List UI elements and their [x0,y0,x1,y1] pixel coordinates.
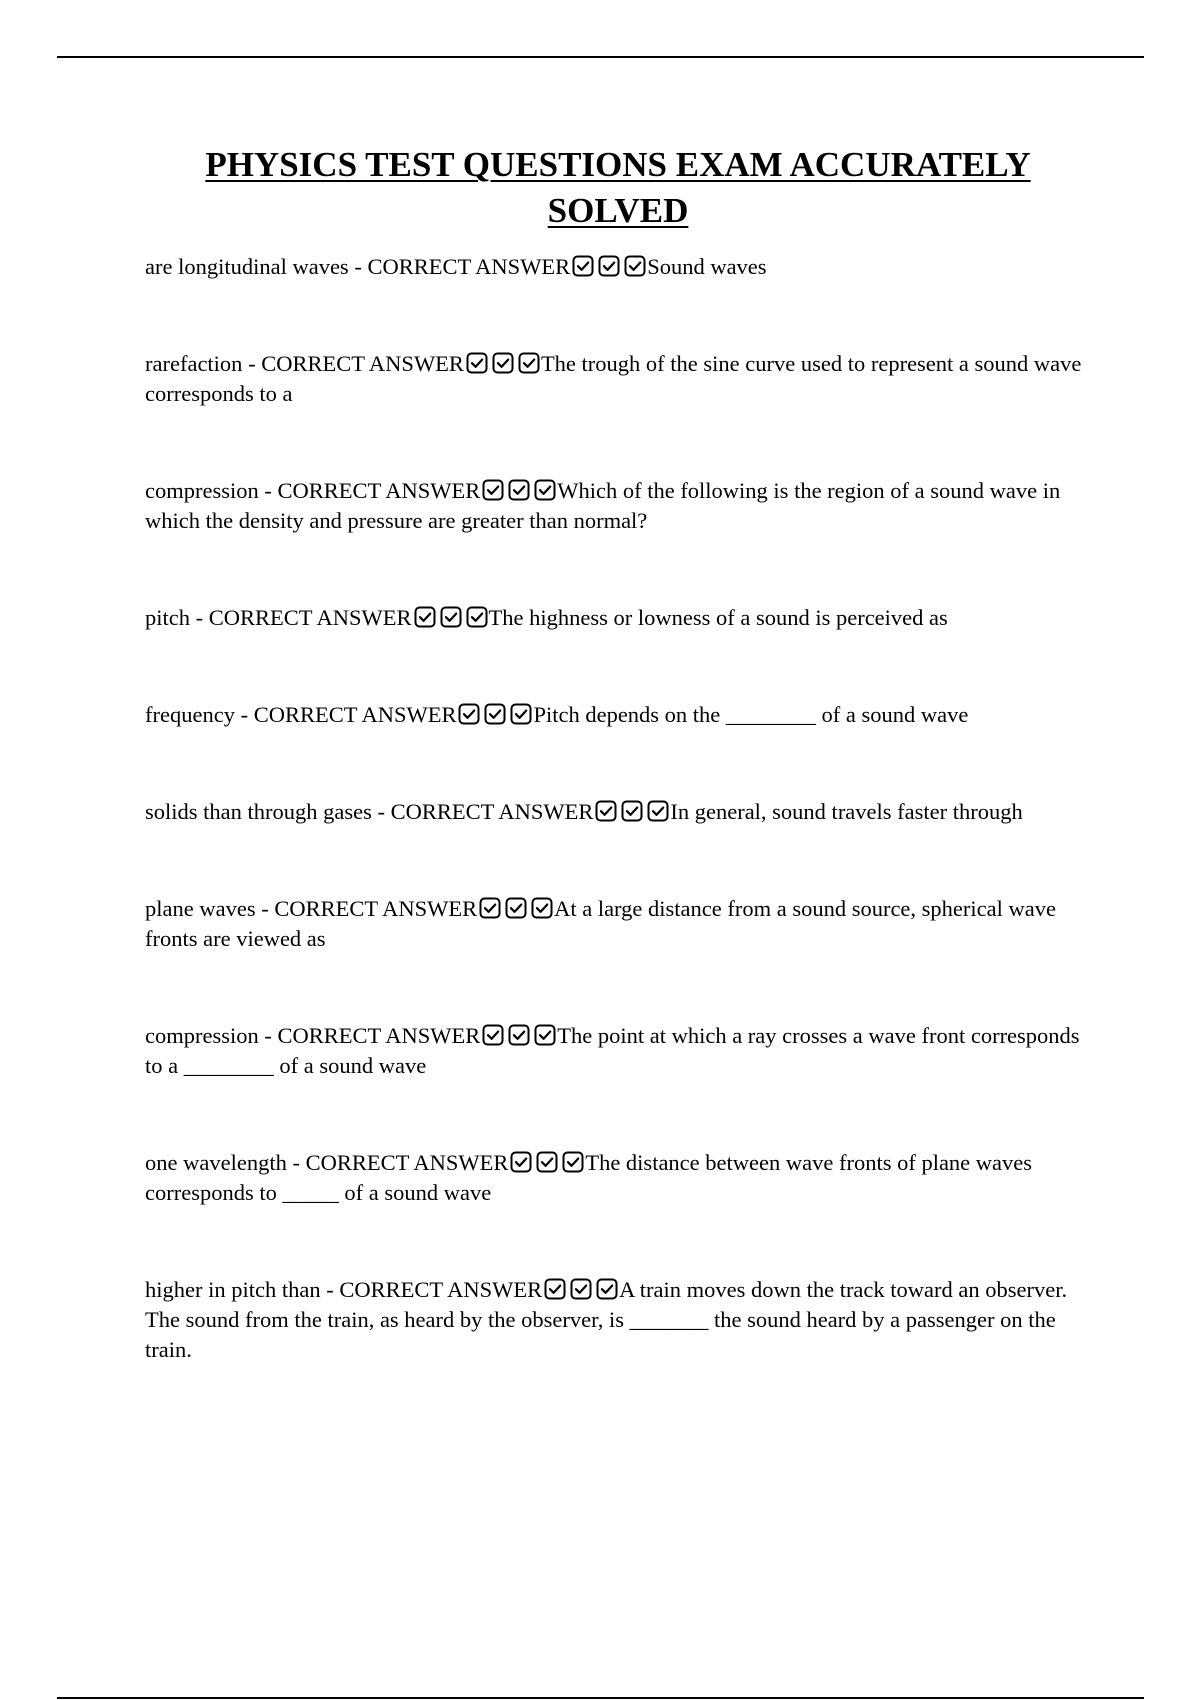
checkbox-checked-icon [595,800,617,822]
answer-text: are longitudinal waves [145,254,349,279]
check-marks [414,606,488,628]
checkbox-checked-icon [440,606,462,628]
checkbox-checked-icon [534,479,556,501]
answer-text: plane waves [145,896,256,921]
qa-item: compression - CORRECT ANSWER Which of the following is the region of a sound wave in which the density and pressure are greater than normal? [145,478,1061,533]
qa-list [145,252,1095,1432]
question-text: In general, sound travels faster through [670,799,1023,824]
check-marks [482,1024,556,1046]
answer-text: higher in pitch than [145,1277,321,1302]
checkbox-checked-icon [508,1024,530,1046]
checkbox-checked-icon [484,703,506,725]
question-text: At a large distance from a sound source, spherical wave fronts are viewed as [145,896,1056,951]
question-text: The trough of the sine curve used to represent a sound wave corresponds to a [145,351,1082,406]
correct-answer-marker: CORRECT ANSWER [253,702,457,727]
answer-text: frequency [145,702,235,727]
question-text: Sound waves [647,254,767,279]
checkbox-checked-icon [598,255,620,277]
correct-answer-marker: CORRECT ANSWER [261,351,464,376]
bottom-rule [57,1697,1144,1699]
title-line-1: PHYSICS TEST QUESTIONS EXAM ACCURATELY [205,145,1031,184]
checkbox-checked-icon [562,1151,584,1173]
checkbox-checked-icon [466,606,488,628]
question-text: The point at which a ray crosses a wave front corresponds to a ________ of a sound wave [145,1023,1080,1078]
checkbox-checked-icon [505,897,527,919]
question-text: Which of the following is the region of a sound wave in which the density and pressure are greater than normal? [145,478,1061,533]
checkbox-checked-icon [510,703,532,725]
checkbox-checked-icon [534,1024,556,1046]
answer-text: rarefaction [145,351,243,376]
qa-item: frequency - CORRECT ANSWER Pitch depends on the ________ of a sound wave [145,702,969,727]
answer-text: pitch [145,605,190,630]
top-rule [57,56,1144,58]
checkbox-checked-icon [570,1278,592,1300]
check-marks [458,703,532,725]
checkbox-checked-icon [647,800,669,822]
check-marks [510,1151,584,1173]
question-text: The highness or lowness of a sound is perceived as [488,605,948,630]
qa-item: plane waves - CORRECT ANSWER At a large distance from a sound source, spherical wave fronts are viewed as [145,896,1056,951]
check-marks [482,479,556,501]
correct-answer-marker: CORRECT ANSWER [208,605,412,630]
qa-item: higher in pitch than - CORRECT ANSWER A train moves down the track toward an observer. The sound from the train, as heard by the observer, is _______ the sound heard by a passenger on the train. [145,1277,1068,1362]
check-marks [466,352,540,374]
answer-text: one wavelength [145,1150,287,1175]
qa-item: solids than through gases - CORRECT ANSWER In general, sound travels faster through [145,799,1023,824]
checkbox-checked-icon [458,703,480,725]
check-marks [572,255,646,277]
qa-item: one wavelength - CORRECT ANSWER The distance between wave fronts of plane waves corresponds to _____ of a sound wave [145,1150,1033,1205]
check-marks [479,897,553,919]
checkbox-checked-icon [482,479,504,501]
correct-answer-marker: CORRECT ANSWER [277,478,481,503]
correct-answer-marker: CORRECT ANSWER [277,1023,481,1048]
checkbox-checked-icon [492,352,514,374]
checkbox-checked-icon [414,606,436,628]
checkbox-checked-icon [482,1024,504,1046]
document-title [140,142,1096,234]
answer-text: compression [145,478,259,503]
checkbox-checked-icon [510,1151,532,1173]
checkbox-checked-icon [544,1278,566,1300]
question-text: The distance between wave fronts of plane waves corresponds to _____ of a sound wave [145,1150,1033,1205]
answer-text: solids than through gases [145,799,372,824]
correct-answer-marker: CORRECT ANSWER [339,1277,543,1302]
checkbox-checked-icon [518,352,540,374]
checkbox-checked-icon [479,897,501,919]
question-text: Pitch depends on the ________ of a sound wave [533,702,969,727]
checkbox-checked-icon [572,255,594,277]
checkbox-checked-icon [624,255,646,277]
correct-answer-marker: CORRECT ANSWER [390,799,594,824]
qa-item: rarefaction - CORRECT ANSWER The trough of the sine curve used to represent a sound wave corresponds to a [145,351,1082,406]
qa-item: pitch - CORRECT ANSWER The highness or lowness of a sound is perceived as [145,605,948,630]
answer-text: compression [145,1023,259,1048]
qa-item: compression - CORRECT ANSWER The point at which a ray crosses a wave front corresponds to a ________ of a sound wave [145,1023,1080,1078]
correct-answer-marker: CORRECT ANSWER [305,1150,509,1175]
checkbox-checked-icon [536,1151,558,1173]
checkbox-checked-icon [466,352,488,374]
checkbox-checked-icon [621,800,643,822]
correct-answer-marker: CORRECT ANSWER [274,896,478,921]
checkbox-checked-icon [596,1278,618,1300]
correct-answer-marker: CORRECT ANSWER [367,254,571,279]
title-line-2: SOLVED [547,191,689,230]
check-marks [595,800,669,822]
check-marks [544,1278,618,1300]
checkbox-checked-icon [508,479,530,501]
question-text: A train moves down the track toward an observer. The sound from the train, as heard by the observer, is _______ the sound heard by a passenger on the train. [145,1277,1068,1362]
qa-item: are longitudinal waves - CORRECT ANSWER Sound waves [145,254,767,279]
checkbox-checked-icon [531,897,553,919]
